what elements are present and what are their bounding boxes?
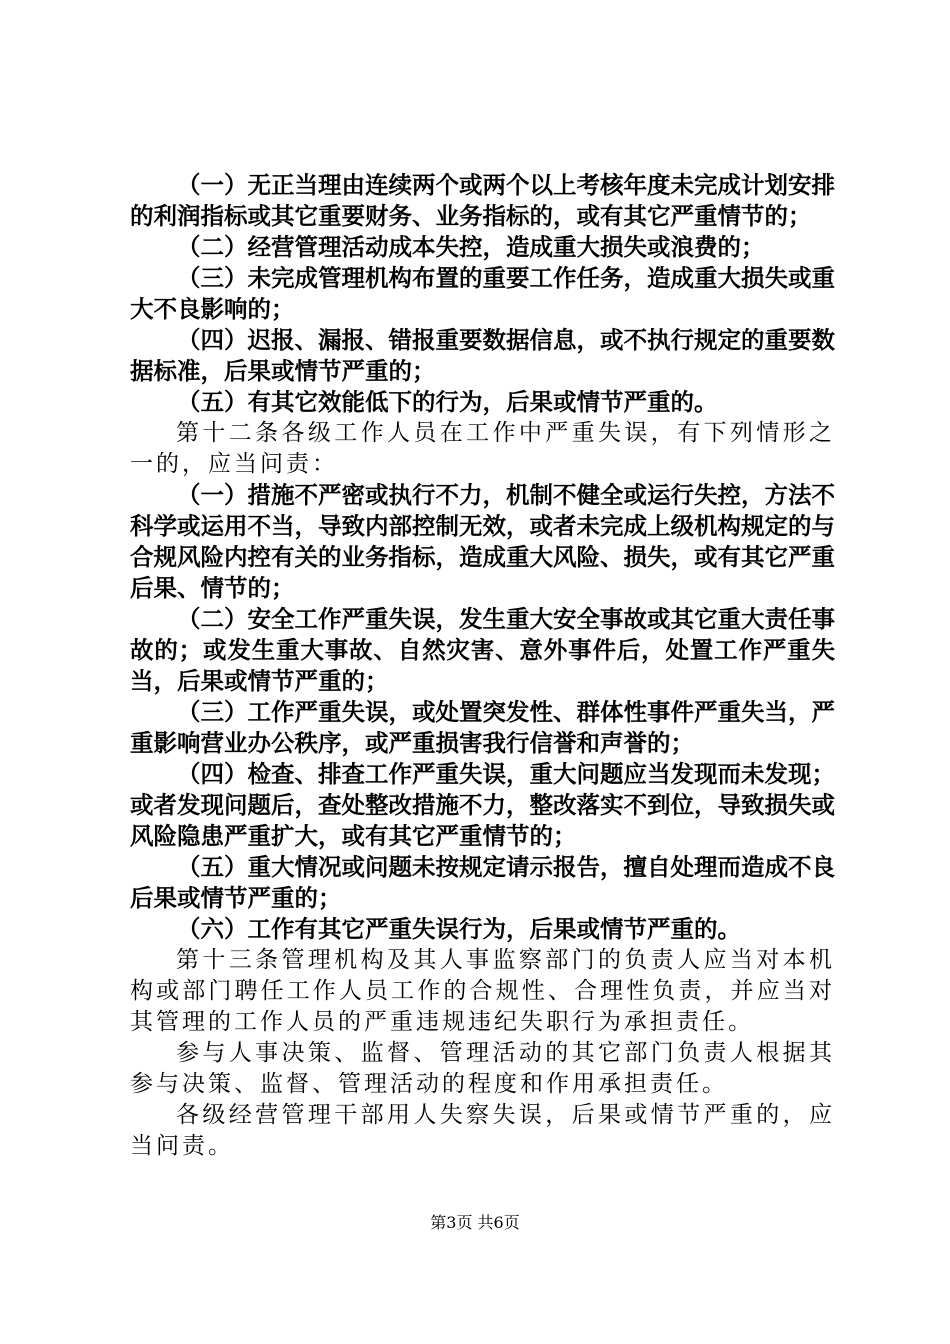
paragraph: （三）工作严重失误，或处置突发性、群体性事件严重失当，严重影响营业办公秩序，或严重损害我行信誉和声誉的； xyxy=(130,698,835,757)
paragraph: （一）措施不严密或执行不力，机制不健全或运行失控，方法不科学或运用不当，导致内部控制无效，或者未完成上级机构规定的与合规风险内控有关的业务指标，造成重大风险、损失，或有其它严重后果、情节的； xyxy=(130,481,835,602)
paragraph: （六）工作有其它严重失误行为，后果或情节严重的。 xyxy=(177,915,741,943)
paragraph: （四）迟报、漏报、错报重要数据信息，或不执行规定的重要数据标准，后果或情节严重的； xyxy=(130,326,835,385)
document-body xyxy=(130,170,835,1162)
page-footer: 第3页 共6页 xyxy=(430,1213,520,1232)
paragraph: （四）检查、排查工作严重失误，重大问题应当发现而未发现；或者发现问题后，查处整改措施不力，整改落实不到位，导致损失或风险隐患严重扩大，或有其它严重情节的； xyxy=(130,760,835,850)
paragraph: （二）安全工作严重失误，发生重大安全事故或其它重大责任事故的；或发生重大事故、自然灾害、意外事件后，处置工作严重失当，后果或情节严重的； xyxy=(130,605,835,695)
paragraph: （二）经营管理活动成本失控，造成重大损失或浪费的； xyxy=(177,233,765,261)
paragraph: 各级经营管理干部用人失察失误，后果或情节严重的，应当问责。 xyxy=(130,1102,835,1159)
paragraph: （一）无正当理由连续两个或两个以上考核年度未完成计划安排的利润指标或其它重要财务、业务指标的，或有其它严重情节的； xyxy=(130,171,835,230)
paragraph: （五）重大情况或问题未按规定请示报告，擅自处理而造成不良后果或情节严重的； xyxy=(130,853,835,912)
paragraph: 第十三条管理机构及其人事监察部门的负责人应当对本机构或部门聘任工作人员工作的合规性、合理性负责，并应当对其管理的工作人员的严重违规违纪失职行为承担责任。 xyxy=(130,947,835,1035)
paragraph: （五）有其它效能低下的行为，后果或情节严重的。 xyxy=(177,388,718,416)
paragraph: 参与人事决策、监督、管理活动的其它部门负责人根据其参与决策、监督、管理活动的程度和作用承担责任。 xyxy=(130,1040,835,1097)
paragraph: 第十二条各级工作人员在工作中严重失误，有下列情形之一的，应当问责： xyxy=(130,420,835,477)
paragraph: （三）未完成管理机构布置的重要工作任务，造成重大损失或重大不良影响的； xyxy=(130,264,835,323)
